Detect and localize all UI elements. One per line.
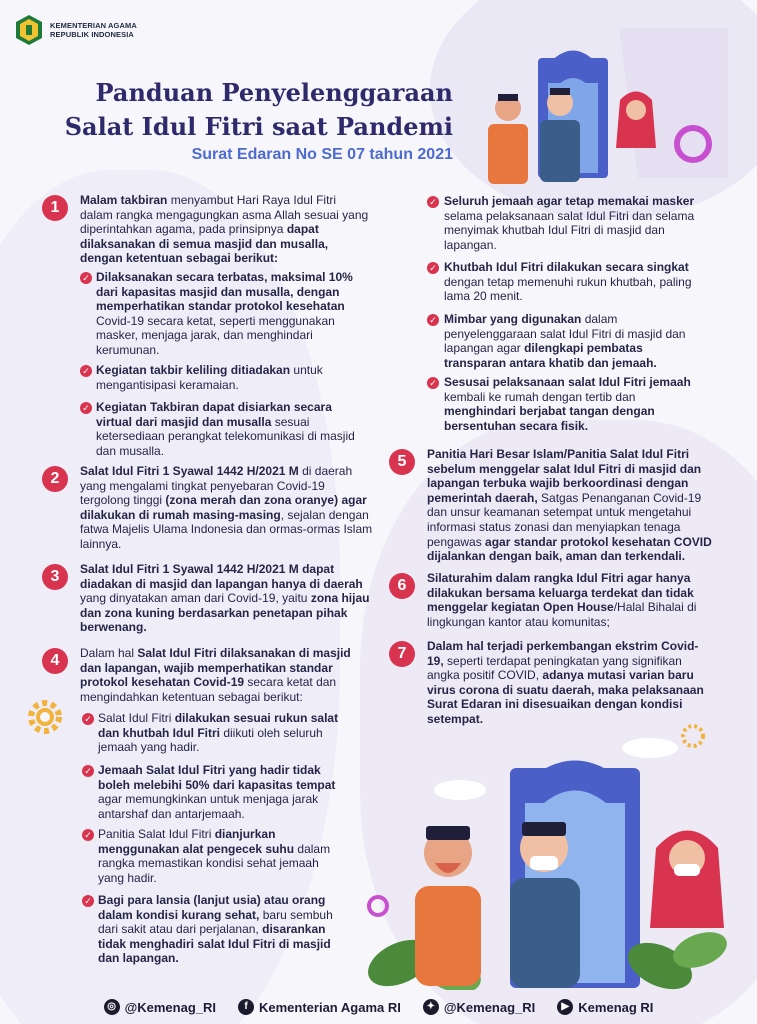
point-4-bullet-8: Sesusai pelaksanaan salat Idul Fitri jemaah kembali ke rumah dengan tertib dan menghindari berjabat tangan dengan bersentuhan secara fisik. [444,375,691,433]
check-icon: ✓ [82,895,94,907]
check-icon: ✓ [82,765,94,777]
point-number-3: 3 [42,564,68,590]
check-icon: ✓ [80,402,92,414]
footer-facebook[interactable] [238,999,401,1015]
point-4-bullet-1: Salat Idul Fitri dilakukan sesuai rukun salat dan khutbah Idul Fitri diikuti oleh seluruh jemaah yang hadir. [98,711,339,755]
footer-youtube[interactable] [557,999,653,1015]
youtube-name: Kemenag RI [578,999,654,1015]
check-icon: ✓ [427,262,439,274]
point-4-bullet-4: Bagi para lansia (lanjut usia) atau orang dalam kondisi kurang sehat, baru sembuh dari sakit atau dari perjalanan, disarankan tidak menghadiri salat Idul Fitri di masjid dan lapangan. [98,893,333,966]
point-number-4: 4 [42,648,68,674]
point-number-7: 7 [389,641,415,667]
facebook-name: Kementerian Agama RI [259,999,401,1015]
praying-people-illustration-top [468,28,728,193]
point-1-bullet-3: Kegiatan Takbiran dapat disiarkan secara virtual dari masjid dan musalla sesuai ketersediaan perangkat telekomunikasi di masjid dan musalla. [96,400,355,458]
check-icon: ✓ [80,365,92,377]
page-subtitle: Surat Edaran No SE 07 tahun 2021 [191,146,453,163]
point-5-text: Panitia Hari Besar Islam/Panitia Salat Idul Fitri sebelum menggelar salat Idul Fitri di masjid dan lapangan terbuka wajib berkoordinasi dengan pemerintah daerah, Satgas Penanganan Covid-19 dan unsur keamanan setempat untuk mengetahui informasi status zonasi dan menyiapkan tenaga pengawas agar standar protokol kesehatan COVID dijalankan dengan baik, aman dan terkendali. [427,447,712,564]
youtube-icon: ▶ [557,999,573,1015]
page-title-line1: Panduan Penyelenggaraan [95,78,453,107]
point-number-1: 1 [42,195,68,221]
check-icon: ✓ [80,272,92,284]
check-icon: ✓ [82,713,94,725]
gear-icon [24,696,66,738]
instagram-icon: ◎ [104,999,120,1015]
point-4-bullet-3: Panitia Salat Idul Fitri dianjurkan menggunakan alat pengecek suhu dalam rangka memastikan kondisi sehat jemaah yang hadir. [98,827,331,885]
check-icon: ✓ [82,829,94,841]
point-4-bullet-6: Khutbah Idul Fitri dilakukan secara singkat dengan tetap memenuhi rukun khutbah, paling lama 20 menit. [444,260,692,304]
check-icon: ✓ [427,196,439,208]
point-1-text: Malam takbiran menyambut Hari Raya Idul Fitri dalam rangka mengagungkan asma Allah sesuai yang diperintahkan agama, pada prinsipnya dapat dilaksanakan di semua masjid dan musalla, dengan ketentuan sebagai berikut: [80,193,369,266]
ministry-name [50,21,137,39]
check-icon: ✓ [427,314,439,326]
point-6-text: Silaturahim dalam rangka Idul Fitri agar hanya dilakukan bersama keluarga terdekat dan tidak menggelar kegiatan Open House/Halal Bihalai di lingkungan kantor atau komunitas; [427,571,697,629]
twitter-handle: @Kemenag_RI [443,999,536,1015]
footer-instagram[interactable] [104,999,216,1015]
point-1-bullet-1: Dilaksanakan secara terbatas, maksimal 10% dari kapasitas masjid dan musalla, dengan memperhatikan standar protokol kesehatan Covid-19 secara ketat, seperti menggunakan masker, menjaga jarak, dan menghindari kerumunan. [96,270,353,357]
point-4-text: Dalam hal Salat Idul Fitri dilaksanakan di masjid dan lapangan, wajib memperhatikan standar protokol kesehatan Covid-19 secara ketat dan mengindahkan ketentuan sebagai berikut: [80,646,351,704]
point-4-bullet-7: Mimbar yang digunakan dalam penyelenggaraan salat Idul Fitri di masjid dan lapangan agar dilengkapi pembatas transparan antara khatib dan jemaah. [444,312,686,370]
point-number-2: 2 [42,466,68,492]
ministry-logo [14,14,137,46]
point-2-text: Salat Idul Fitri 1 Syawal 1442 H/2021 M di daerah yang mengalami tingkat penyebaran Covid-19 tergolong tinggi (zona merah dan zona oranye) agar dilakukan di rumah masing-masing, sejalan dengan fatwa Majelis Ulama Indonesia dan ormas-ormas Islam lainnya. [80,464,373,551]
ministry-name-line1: KEMENTERIAN AGAMA [50,21,137,30]
ministry-name-line2: REPUBLIK INDONESIA [50,30,134,39]
point-number-5: 5 [389,449,415,475]
point-number-6: 6 [389,573,415,599]
point-4-bullet-5: Seluruh jemaah agar tetap memakai masker selama pelaksanaan salat Idul Fitri dan selama menyimak khutbah Idul Fitri di masjid dan lapangan. [444,194,695,252]
twitter-icon: ✦ [423,999,439,1015]
social-footer [0,990,757,1024]
praying-people-illustration-bottom [360,718,757,990]
ministry-emblem-icon [14,14,44,46]
facebook-icon: f [238,999,254,1015]
point-7-text: Dalam hal terjadi perkembangan ekstrim Covid-19, seperti terdapat peningkatan yang signifikan angka positif COVID, adanya mutasi varian baru virus corona di suatu daerah, maka pelaksanaan Surat Edaran ini disesuaikan dengan kondisi setempat. [427,639,704,726]
point-1-bullet-2: Kegiatan takbir keliling ditiadakan untuk mengantisipasi keramaian. [96,363,323,392]
check-icon: ✓ [427,377,439,389]
footer-twitter[interactable] [423,999,535,1015]
point-3-text: Salat Idul Fitri 1 Syawal 1442 H/2021 M dapat diadakan di masjid dan lapangan hanya di daerah yang dinyatakan aman dari Covid-19, yaitu zona hijau dan zona kuning berdasarkan penetapan pihak berwenang. [80,562,370,635]
page-title-line2: Salat Idul Fitri saat Pandemi [64,112,453,141]
point-4-bullet-2: Jemaah Salat Idul Fitri yang hadir tidak boleh melebihi 50% dari kapasitas tempat agar memungkinkan untuk menjaga jarak antarshaf dan antarjemaah. [98,763,336,821]
instagram-handle: @Kemenag_RI [124,999,216,1015]
